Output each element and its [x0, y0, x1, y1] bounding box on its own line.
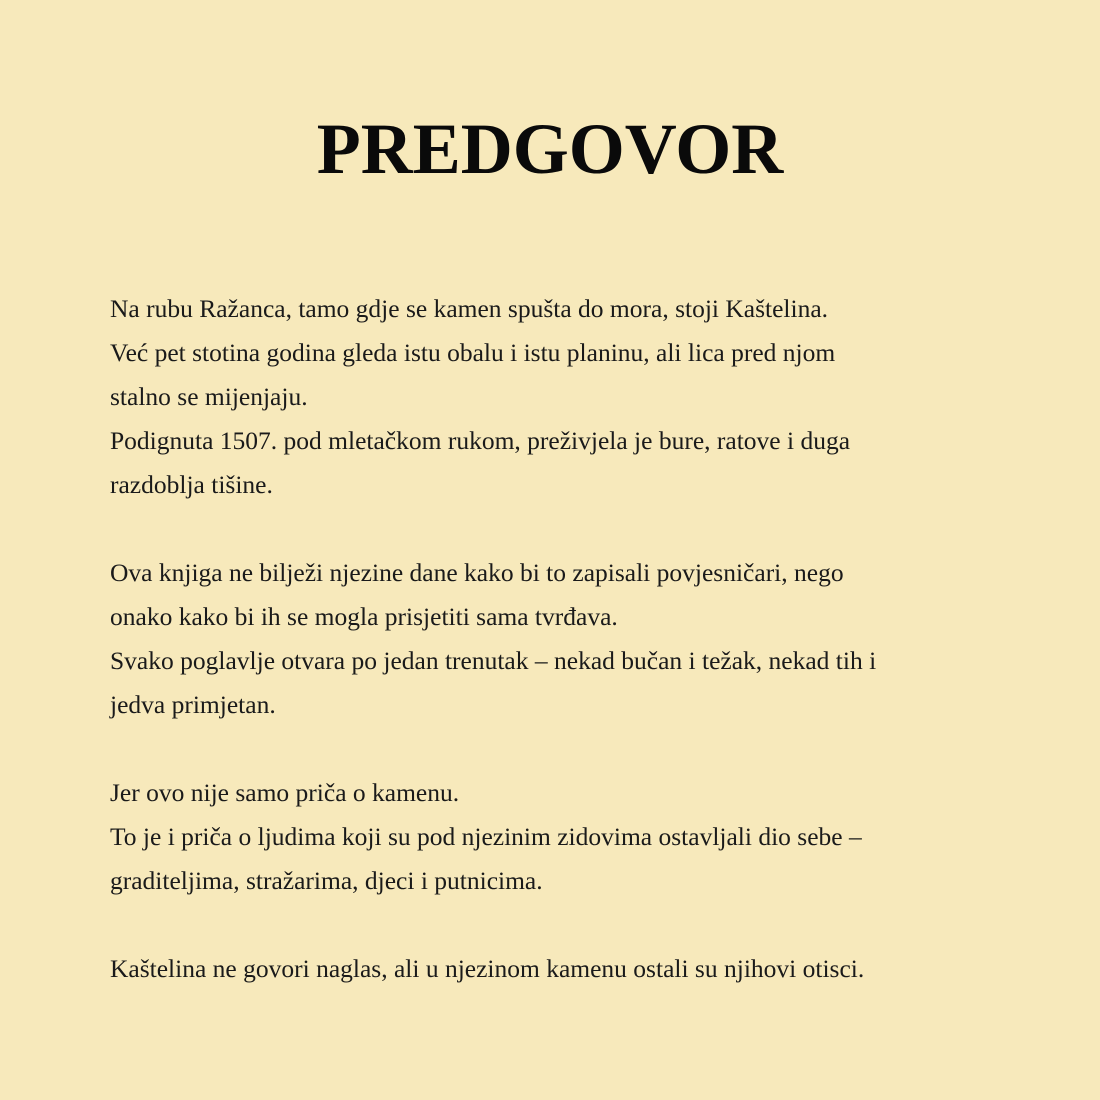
text-line: To je i priča o ljudima koji su pod njezinim zidovima ostavljali dio sebe –: [110, 822, 862, 851]
paragraph-3: [110, 771, 1010, 903]
text-line: Na rubu Ražanca, tamo gdje se kamen spušta do mora, stoji Kaštelina.: [110, 294, 829, 323]
text-line: onako kako bi ih se mogla prisjetiti sama tvrđava.: [110, 602, 618, 631]
text-line: razdoblja tišine.: [110, 470, 273, 499]
text-line: Podignuta 1507. pod mletačkom rukom, preživjela je bure, ratove i duga: [110, 426, 851, 455]
text-line: Već pet stotina godina gleda istu obalu i istu planinu, ali lica pred njom: [110, 338, 836, 367]
text-line: Jer ovo nije samo priča o kamenu.: [110, 778, 460, 807]
text-line: jedva primjetan.: [110, 690, 276, 719]
paragraph-4: [110, 947, 1010, 991]
paragraph-1: [110, 287, 1010, 507]
preface-body: [110, 287, 1010, 1035]
text-line: Ova knjiga ne bilježi njezine dane kako bi to zapisali povjesničari, nego: [110, 558, 844, 587]
page-title: PREDGOVOR: [316, 109, 784, 189]
text-line: Kaštelina ne govori naglas, ali u njezinom kamenu ostali su njihovi otisci.: [110, 954, 865, 983]
text-line: Svako poglavlje otvara po jedan trenutak – nekad bučan i težak, nekad tih i: [110, 646, 877, 675]
paragraph-2: [110, 551, 1010, 727]
text-line: graditeljima, stražarima, djeci i putnicima.: [110, 866, 543, 895]
text-line: stalno se mijenjaju.: [110, 382, 308, 411]
